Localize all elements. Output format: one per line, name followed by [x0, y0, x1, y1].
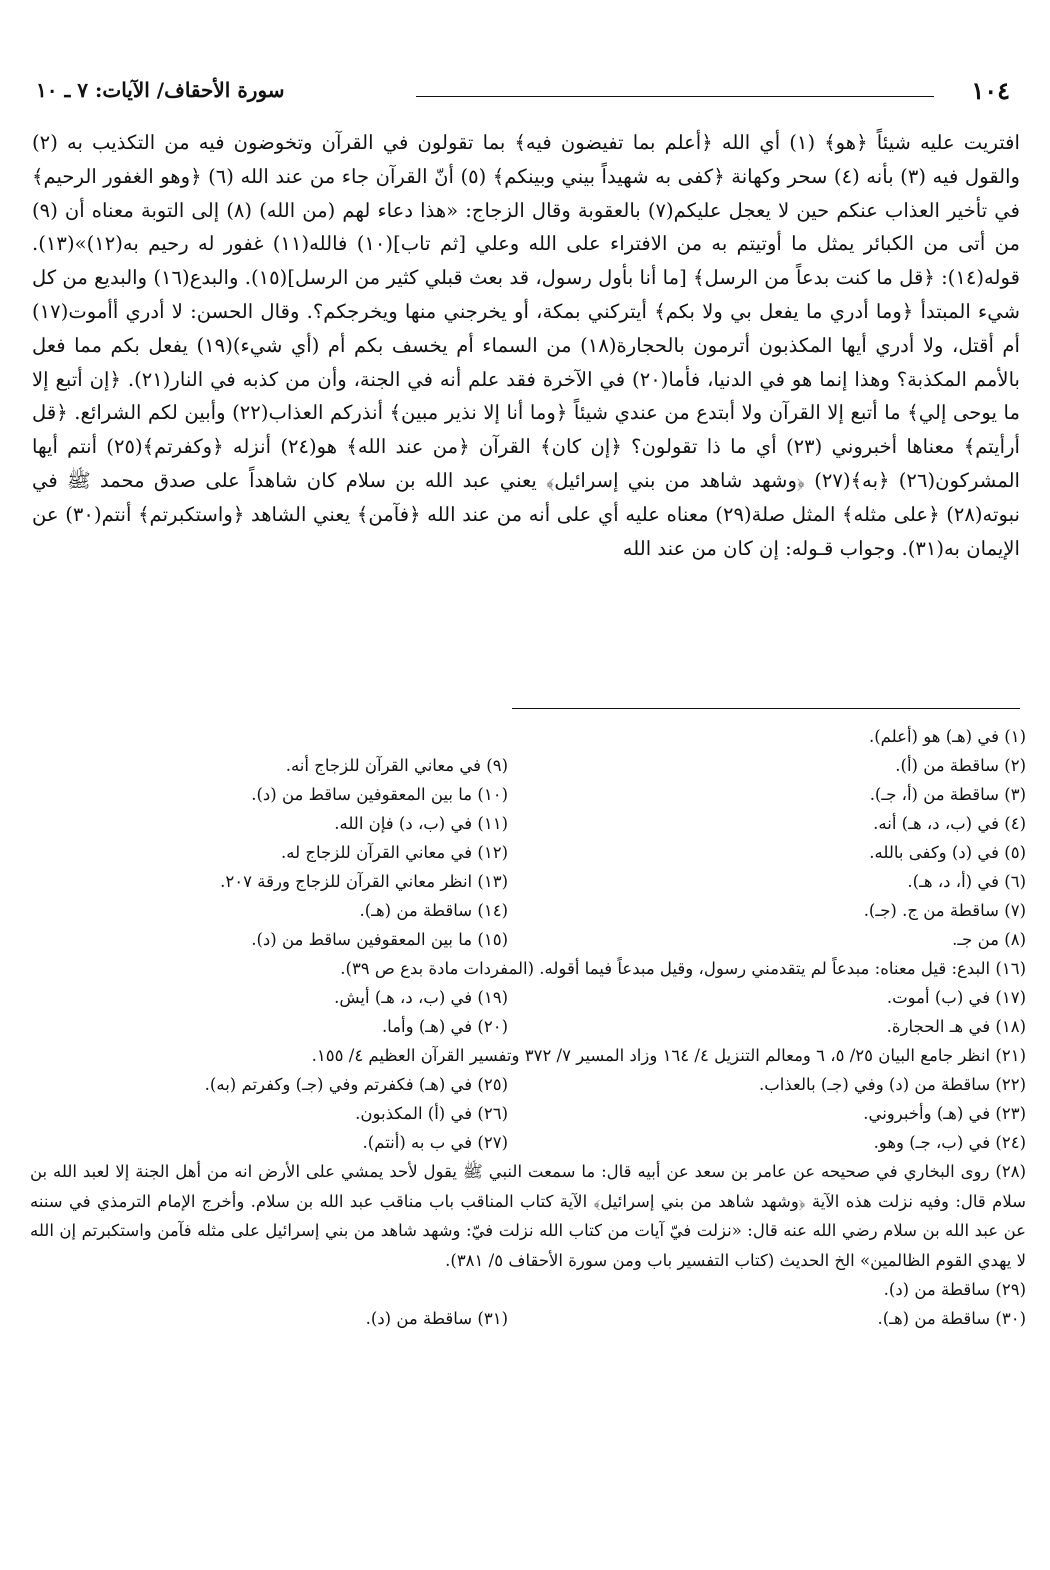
footnote-row [30, 780, 1026, 809]
header-rule [416, 96, 934, 97]
footnote-right: (٣٠) ساقطة من (هـ). [877, 1309, 1026, 1329]
footnotes [30, 722, 1026, 1333]
footnote-right: (٥) في (د) وكفى بالله. [869, 843, 1026, 862]
footnote-right: (٢٩) ساقطة من (د). [883, 1280, 1026, 1300]
footnote-right: (٤) في (ب، د، هـ) أنه. [873, 814, 1026, 833]
footnote-right: (٢٤) في (ب، جـ) وهو. [873, 1133, 1026, 1152]
footnote-row [30, 1128, 1026, 1157]
footnote-row [30, 1012, 1026, 1041]
footnote-row [30, 867, 1026, 896]
footnote-28: (٢٨) روى البخاري في صحيحه عن عامر بن سعد عن أبيه قال: ما سمعت النبي ﷺ يقول لأحد يمشي على الأرض انه من أهل الجنة إلا لعبد الله بن سلام قال: وفيه نزلت هذه الآية ﴿وشهد شاهد من بني إسرائيل﴾ الآية كتاب المناقب باب مناقب عبد الله بن سلام. وأخرج الإمام الترمذي في سننه عن عبد الله بن سلام رضي الله عنه قال: «نزلت فيّ آيات من كتاب الله نزلت فيّ: وشهد شاهد من بني إسرائيل على مثله فآمن واستكبرتم إن الله لا يهدي القوم الظالمين» الخ الحديث (كتاب التفسير باب ومن سورة الأحقاف ٥/ ٣٨١). [30, 1162, 1026, 1270]
footnote-left: (١٥) ما بين المعقوفين ساقط من (د). [251, 930, 508, 949]
footnote-left: (٢٦) في (أ) المكذبون. [355, 1104, 508, 1123]
footnote-row [30, 1070, 1026, 1099]
main-paragraph: افتريت عليه شيئاً ﴿هو﴾ (١) أي الله ﴿أعلم بما تفيضون فيه﴾ بما تقولون في القرآن وتخوضون فيه من التكذيب به (٢) والقول فيه (٣) بأنه (٤) سحر وكهانة ﴿كفى به شهيداً بيني وبينكم﴾ (٥) أنّ القرآن جاء من عند الله (٦) ﴿وهو الغفور الرحيم﴾ في تأخير العذاب عنكم حين لا يعجل عليكم(٧) بالعقوبة وقال الزجاج: «هذا دعاء لهم (من الله) (٨) إلى التوبة معناه أن (٩) من أتى من الكبائر يمثل ما أوتيتم به من الافتراء على الله وعلي [ثم تاب](١٠) فالله(١١) غفور له رحيم به(١٢)»(١٣). قوله(١٤): ﴿قل ما كنت بدعاً من الرسل﴾ [ما أنا بأول رسول، قد بعث قبلي كثير من الرسل](١٥). والبدع(١٦) والبديع من كل شيء المبتدأ ﴿وما أدري ما يفعل بي ولا بكم﴾ أيتركني بمكة، أو يخرجني منها ويخرجكم؟. وقال الحسن: لا أدري أأموت(١٧) أم أقتل، ولا أدري أيها المكذبون أترمون بالحجارة(١٨) من السماء أم يخسف بكم أم (أي شيء)(١٩) يفعل بكم مما فعل بالأمم المكذبة؟ وهذا إنما هو في الدنيا، فأما(٢٠) في الآخرة فقد علم أنه في الجنة، وأن من كذبه في النار(٢١). ﴿إن أتبع إلا ما يوحى إلي﴾ ما أتبع إلا القرآن ولا أبتدع من عندي شيئاً ﴿وما أنا إلا نذير مبين﴾ أنذركم العذاب(٢٢) وأبين لكم الشرائع. ﴿قل أرأيتم﴾ معناها أخبروني (٢٣) أي ما ذا تقولون؟ ﴿إن كان﴾ القرآن ﴿من عند الله﴾ هو(٢٤) أنزله ﴿وكفرتم﴾(٢٥) أنتم أيها المشركون(٢٦) ﴿به﴾(٢٧) ﴿وشهد شاهد من بني إسرائيل﴾ يعني عبد الله بن سلام كان شاهداً على صدق محمد ﷺ في نبوته(٢٨) ﴿على مثله﴾ المثل صلة(٢٩) معناه عليه أي على أنه من عند الله ﴿فآمن﴾ يعني الشاهد ﴿واستكبرتم﴾ أنتم(٣٠) عن الإيمان به(٣١). وجواب قـوله: إن كان من عند الله [32, 131, 1020, 560]
running-title: سورة الأحقاف/ الآيات: ٧ ـ ١٠ [36, 78, 285, 102]
footnote-left: (١٠) ما بين المعقوفين ساقط من (د). [251, 785, 508, 804]
footnotes-group-d [30, 1275, 1026, 1333]
footnote-row [30, 925, 1026, 954]
footnote-row [30, 1099, 1026, 1128]
footnote-left: (٢٧) في ب به (أنتم). [362, 1133, 508, 1152]
footnote-right: (١) في (هـ) هو (أعلم). [869, 727, 1026, 746]
footnote-21-row [30, 1041, 1026, 1070]
footnotes-group-b [30, 983, 1026, 1041]
footnote-row [30, 722, 1026, 751]
footnote-16-row [30, 954, 1026, 983]
footnote-separator [512, 708, 1020, 709]
page-header [36, 76, 1016, 110]
main-text [32, 126, 1020, 565]
footnote-right: (٣) ساقطة من (أ، جـ). [869, 785, 1026, 804]
footnote-row [30, 751, 1026, 780]
footnote-row [30, 838, 1026, 867]
footnote-right: (٢٢) ساقطة من (د) وفي (جـ) بالعذاب. [759, 1075, 1026, 1094]
footnote-16: (١٦) البدع: قيل معناه: مبدعاً لم يتقدمني رسول، وقيل مبدعاً فيما أقوله. (المفردات مادة بدع ص ٣٩). [340, 959, 1026, 978]
footnote-row [30, 983, 1026, 1012]
footnote-right: (٧) ساقطة من ج. (جـ). [863, 901, 1026, 920]
footnote-left: (١٣) انظر معاني القرآن للزجاج ورقة ٢٠٧. [220, 872, 508, 891]
footnote-right: (١٨) في هـ الحجارة. [886, 1017, 1026, 1036]
footnote-row [30, 1275, 1026, 1304]
footnote-21: (٢١) انظر جامع البيان ٢٥/ ٥، ٦ ومعالم التنزيل ٤/ ١٦٤ وزاد المسير ٧/ ٣٧٢ وتفسير القرآن العظيم ٤/ ١٥٥. [311, 1046, 1026, 1065]
footnote-row [30, 1304, 1026, 1333]
footnote-left: (١١) في (ب، د) فإن الله. [334, 814, 508, 833]
footnote-left: (٣١) ساقطة من (د). [365, 1309, 508, 1329]
footnote-row [30, 809, 1026, 838]
footnote-left: (٢٠) في (هـ) وأما. [381, 1017, 508, 1036]
footnote-left: (١٢) في معاني القرآن للزجاج له. [281, 843, 508, 862]
footnote-right: (٢) ساقطة من (أ). [895, 756, 1026, 775]
footnote-left: (٢٥) في (هـ) فكفرتم وفي (جـ) وكفرتم (به). [204, 1075, 508, 1094]
footnote-right: (٨) من جـ. [952, 930, 1026, 949]
footnote-left: (١٩) في (ب، د، هـ) أيش. [334, 988, 508, 1007]
footnotes-group-a [30, 722, 1026, 954]
footnote-left: (٩) في معاني القرآن للزجاج أنه. [285, 756, 508, 775]
footnote-left: (١٤) ساقطة من (هـ). [359, 901, 508, 920]
footnote-right: (٢٣) في (هـ) وأخبروني. [863, 1104, 1026, 1123]
page-number: ١٠٤ [971, 76, 1010, 105]
footnotes-group-c [30, 1070, 1026, 1157]
footnote-right: (١٧) في (ب) أموت. [886, 988, 1026, 1007]
footnote-row [30, 896, 1026, 925]
footnote-right: (٦) في (أ، د، هـ). [907, 872, 1026, 891]
